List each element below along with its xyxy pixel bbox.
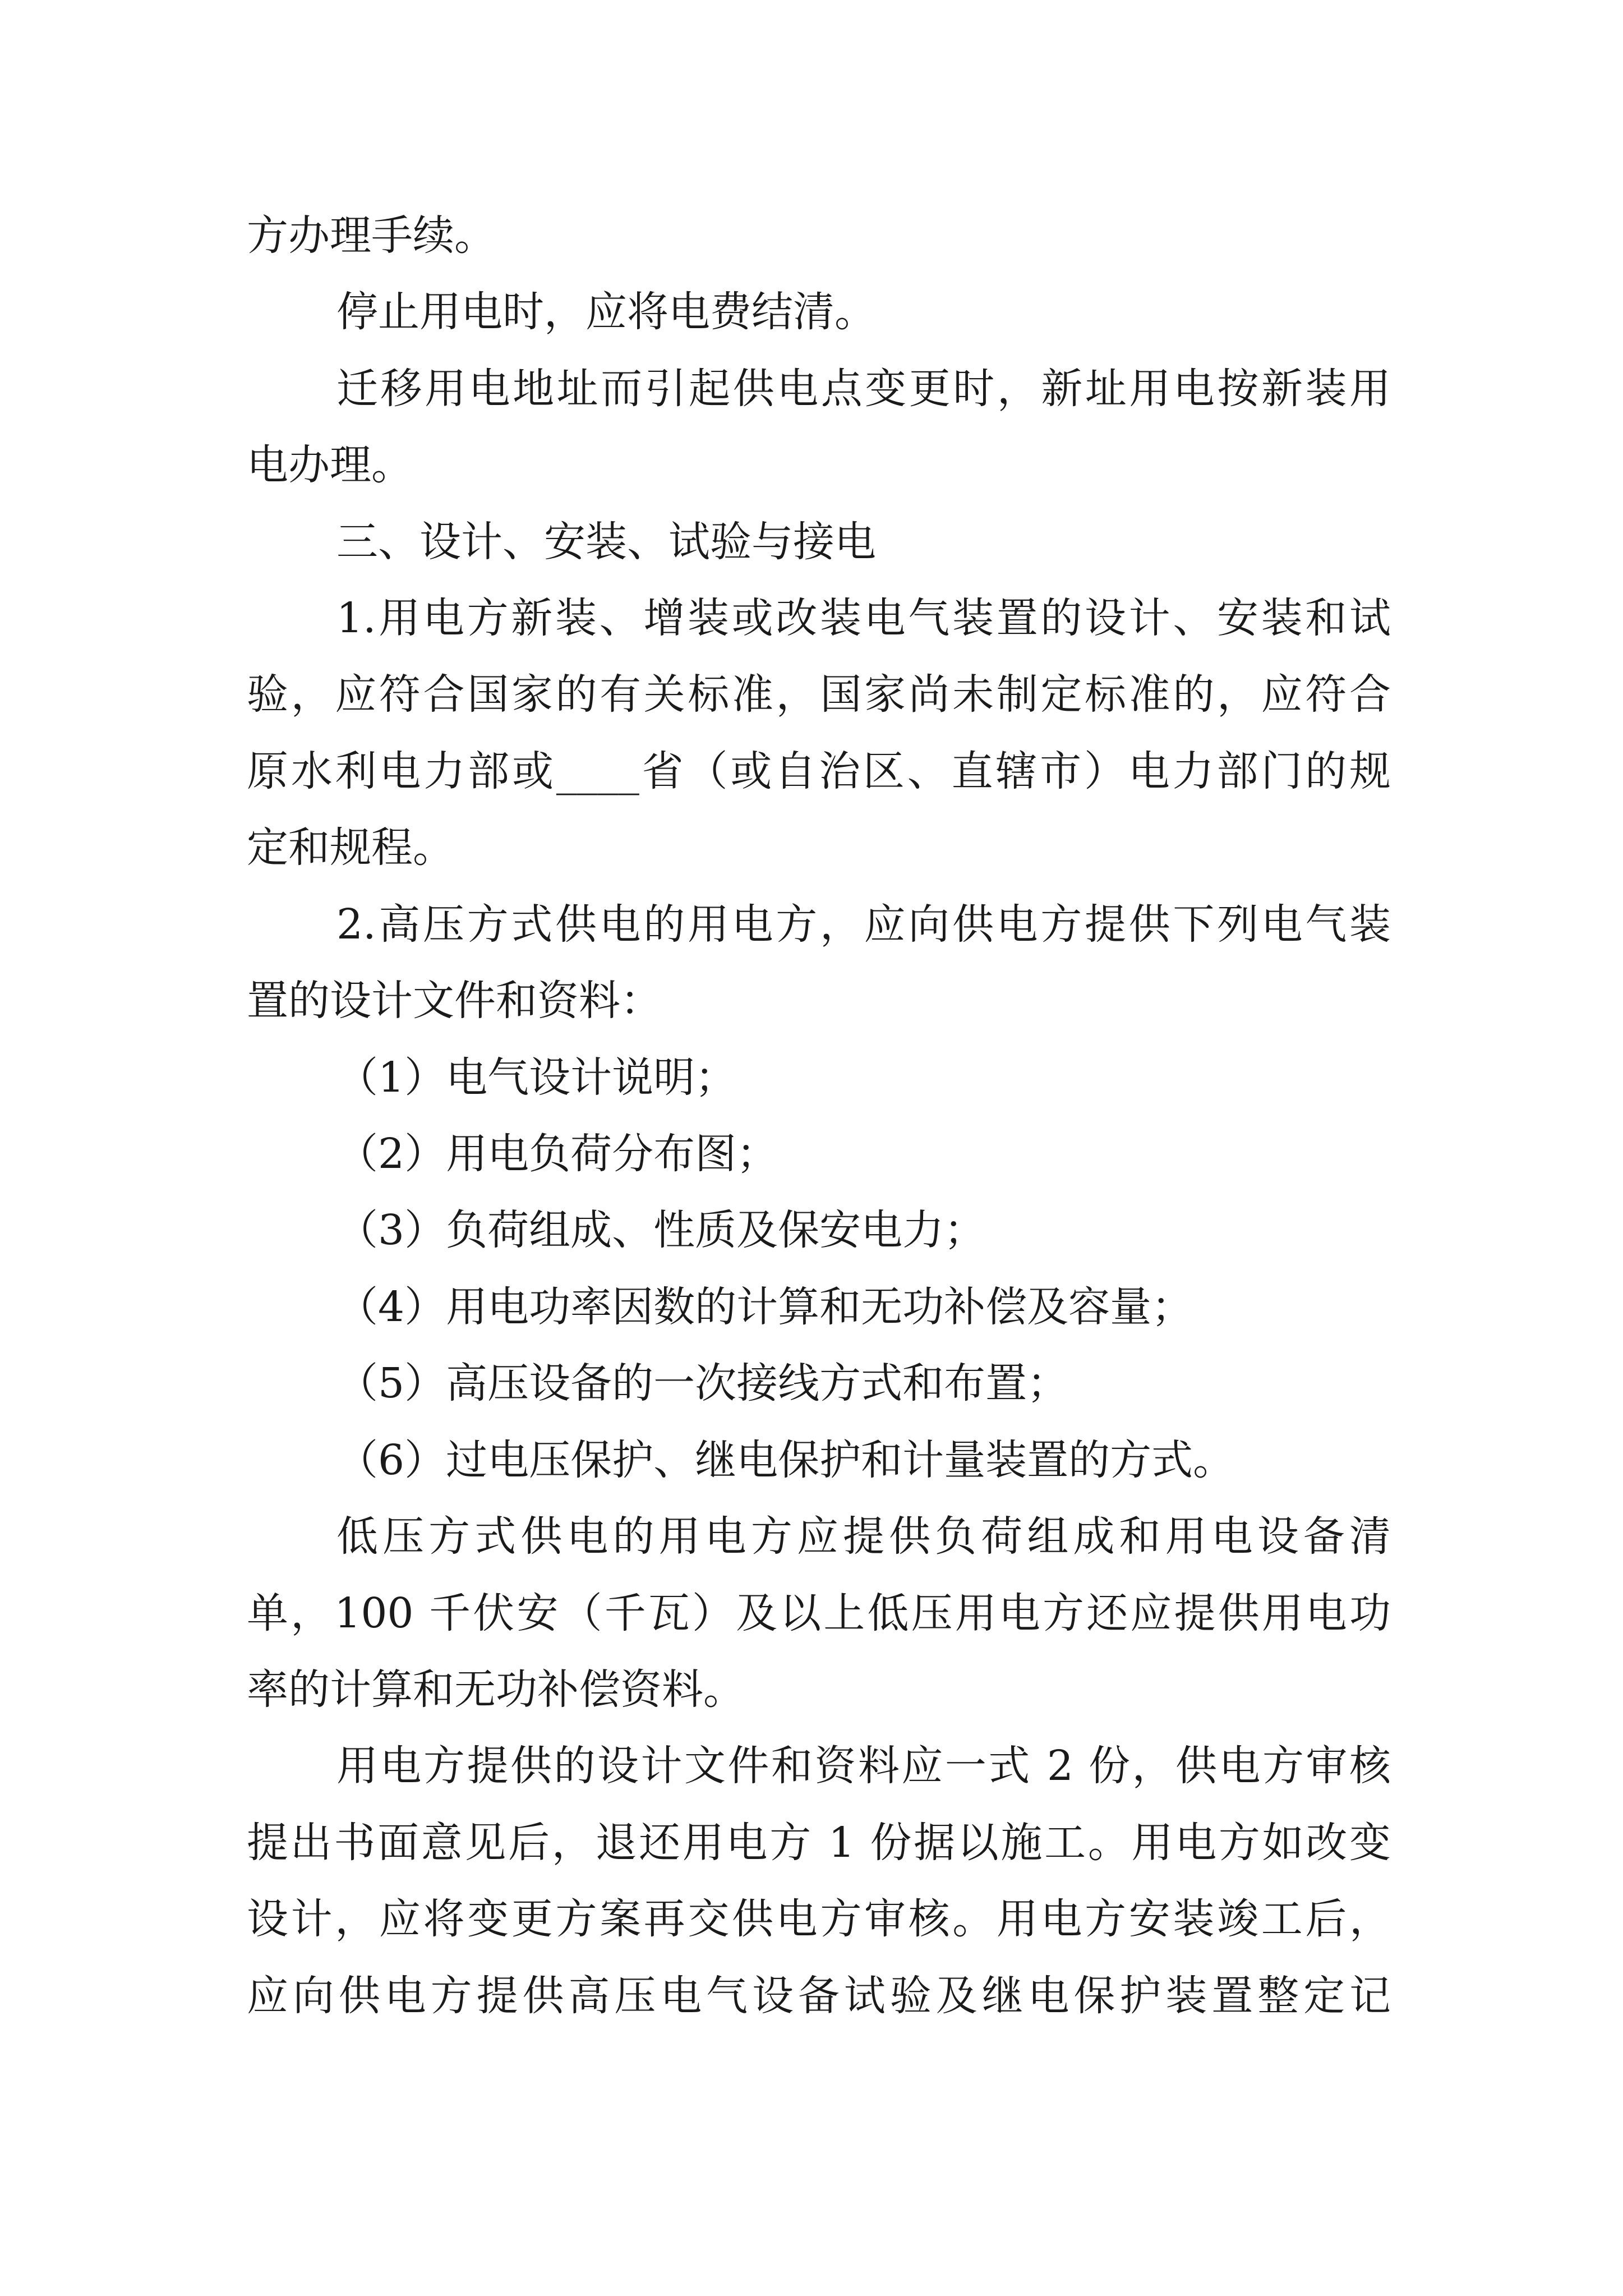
paragraph-line: 原水利电力部或____省（或自治区、直辖市）电力部门的规 [247, 747, 1391, 795]
paragraph-line: 设计，应将变更方案再交供电方审核。用电方安装竣工后， [247, 1895, 1391, 1943]
list-item: （2）用电负荷分布图； [336, 1130, 778, 1178]
paragraph-line: 置的设计文件和资料： [247, 977, 662, 1025]
section-heading: 三、设计、安装、试验与接电 [336, 518, 876, 566]
paragraph-line: 提出书面意见后，退还用电方 1 份据以施工。用电方如改变 [247, 1819, 1391, 1867]
paragraph-line: 停止用电时，应将电费结清。 [336, 288, 876, 336]
paragraph-line: 迁移用电地址而引起供电点变更时，新址用电按新装用 [336, 365, 1391, 413]
paragraph-line: 应向供电方提供高压电气设备试验及继电保护装置整定记 [247, 1972, 1391, 2020]
paragraph-line: 2.高压方式供电的用电方，应向供电方提供下列电气装 [336, 900, 1391, 949]
paragraph-line: 定和规程。 [247, 823, 454, 872]
paragraph-line: 用电方提供的设计文件和资料应一式 2 份，供电方审核 [336, 1742, 1391, 1790]
paragraph-line: 率的计算和无功补偿资料。 [247, 1665, 745, 1714]
paragraph-line: 验，应符合国家的有关标准，国家尚未制定标准的，应符合 [247, 670, 1391, 719]
paragraph-line: 单，100 千伏安（千瓦）及以上低压用电方还应提供用电功 [247, 1589, 1391, 1637]
paragraph-line: 方办理手续。 [247, 211, 496, 260]
list-item: （1）电气设计说明； [336, 1053, 737, 1102]
paragraph-line: 1.用电方新装、增装或改装电气装置的设计、安装和试 [336, 594, 1391, 642]
list-item: （6）过电压保护、继电保护和计量装置的方式。 [336, 1436, 1235, 1484]
list-item: （5）高压设备的一次接线方式和布置； [336, 1359, 1069, 1407]
paragraph-line: 低压方式供电的用电方应提供负荷组成和用电设备清 [336, 1512, 1391, 1561]
list-item: （4）用电功率因数的计算和无功补偿及容量； [336, 1283, 1193, 1331]
paragraph-line: 电办理。 [247, 441, 413, 489]
list-item: （3）负荷组成、性质及保安电力； [336, 1206, 986, 1254]
